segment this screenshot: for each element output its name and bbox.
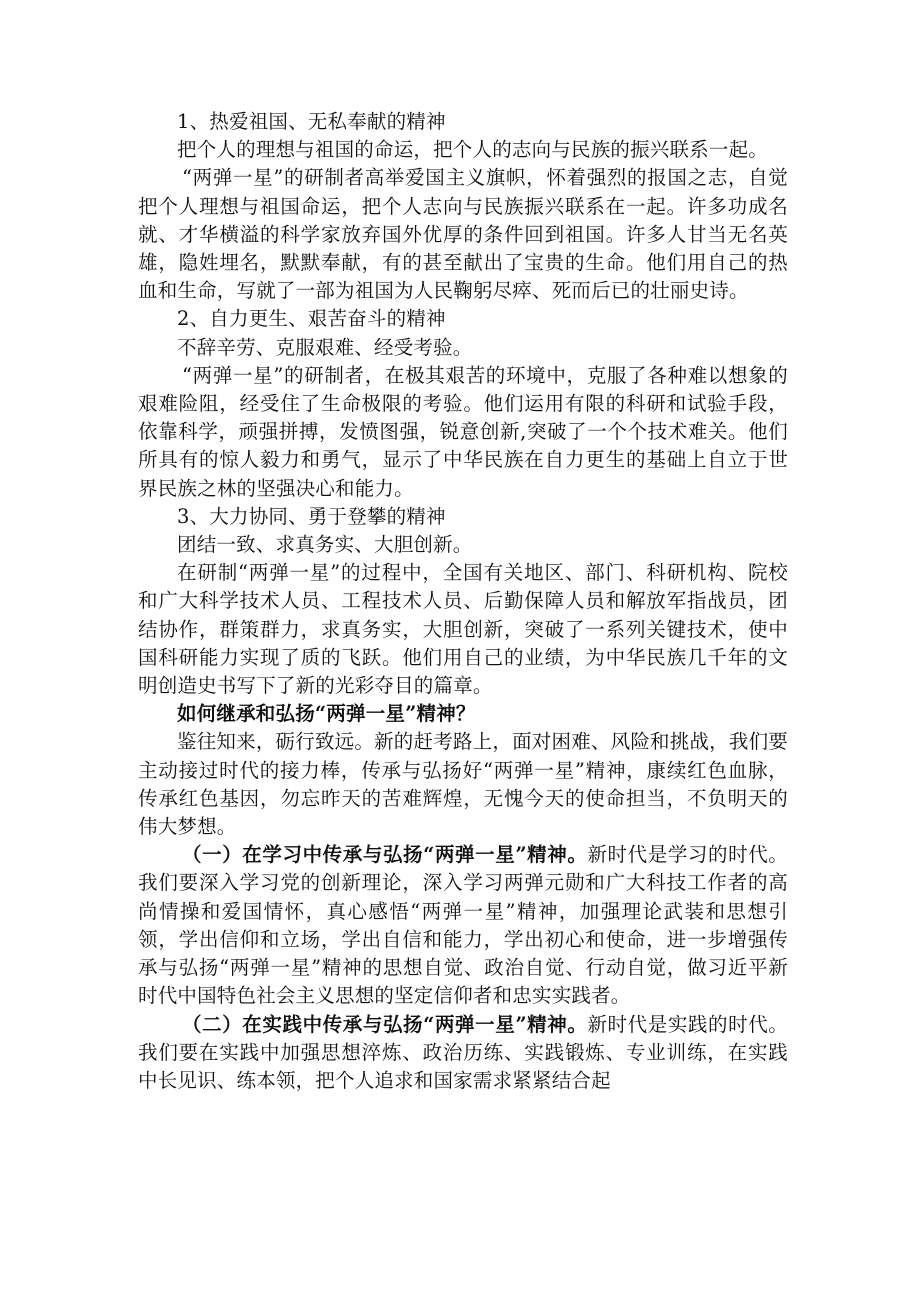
section-3-body: 在研制“两弹一星”的过程中，全国有关地区、部门、科研机构、院校和广大科学技术人员、工程技术人员、后勤保障人员和解放军指战员，团结协作，群策群力，求真务实，大胆创新，突破了一系列关键技术，使中国科研能力实现了质的飞跃。他们用自己的业绩，为中华民族几千年的文明创造史书写下了新的光彩夺目的篇章。: [138, 561, 788, 698]
section-2-summary: 不辞辛劳、克服艰难、经受考验。: [177, 335, 473, 359]
section-1-body: “两弹一星”的研制者高举爱国主义旗帜，怀着强烈的报国之志，自觉把个人理想与祖国命运，把个人志向与民族振兴联系在一起。许多功成名就、才华横溢的科学家放弃国外优厚的条件回到祖国。许多人甘当无名英雄，隐姓埋名，默默奉献，有的甚至献出了宝贵的生命。他们用自己的热血和生命，写就了一部为祖国为人民鞠躬尽瘁、死而后已的壮丽史诗。: [138, 166, 788, 303]
section-1-summary: 把个人的理想与祖国的命运，把个人的志向与民族的振兴联系一起。: [177, 138, 769, 162]
point-2-paragraph: [138, 1011, 788, 1096]
point-1-paragraph: [138, 841, 788, 1010]
point-1-text: 新时代是学习的时代。我们要深入学习党的创新理论，深入学习两弹元勋和广大科技工作者的高尚情操和爱国情怀，真心感悟“两弹一星”精神，加强理论武装和思想引领，学出信仰和立场，学出自信和能力，学出初心和使命，进一步增强传承与弘扬“两弹一星”精神的思想自觉、政治自觉、行动自觉，做习近平新时代中国特色社会主义思想的坚定信仰者和忠实实践者。: [138, 843, 788, 1008]
intro-paragraph: 鉴往知来，砺行致远。新的赶考路上，面对困难、风险和挑战，我们要主动接过时代的接力棒，传承与弘扬好“两弹一星”精神，康续红色血脉，传承红色基因，勿忘昨天的苦难辉煌，无愧今天的使命担当，不负明天的伟大梦想。: [138, 730, 788, 839]
section-2-body: “两弹一星”的研制者，在极其艰苦的环境中，克服了各种难以想象的艰难险阻，经受住了生命极限的考验。他们运用有限的科研和试验手段，依靠科学，顽强拼搏，发愤图强，锐意创新,突破了一个个技术难关。他们所具有的惊人毅力和勇气，显示了中华民族在自力更生的基础上自立于世界民族之林的坚强决心和能力。: [138, 363, 788, 500]
section-3-summary: 团结一致、求真务实、大胆创新。: [177, 533, 473, 557]
point-2-text: 新时代是实践的时代。我们要在实践中加强思想淬炼、政治历练、实践锻炼、专业训练，在实践中长见识、练本领，把个人追求和国家需求紧紧结合起: [138, 1012, 788, 1092]
document-page: [138, 108, 788, 1095]
point-1-lead: （一）在学习中传承与弘扬“两弹一星”精神。: [182, 843, 588, 867]
point-2-lead: （二）在实践中传承与弘扬“两弹一星”精神。: [182, 1012, 588, 1036]
section-2-heading: 2、自力更生、艰苦奋斗的精神: [177, 307, 446, 331]
question-heading: 如何继承和弘扬“两弹一星”精神？: [177, 702, 476, 726]
section-3-heading: 3、大力协同、勇于登攀的精神: [177, 504, 446, 528]
section-1-heading: 1、热爱祖国、无私奉献的精神: [177, 110, 446, 133]
